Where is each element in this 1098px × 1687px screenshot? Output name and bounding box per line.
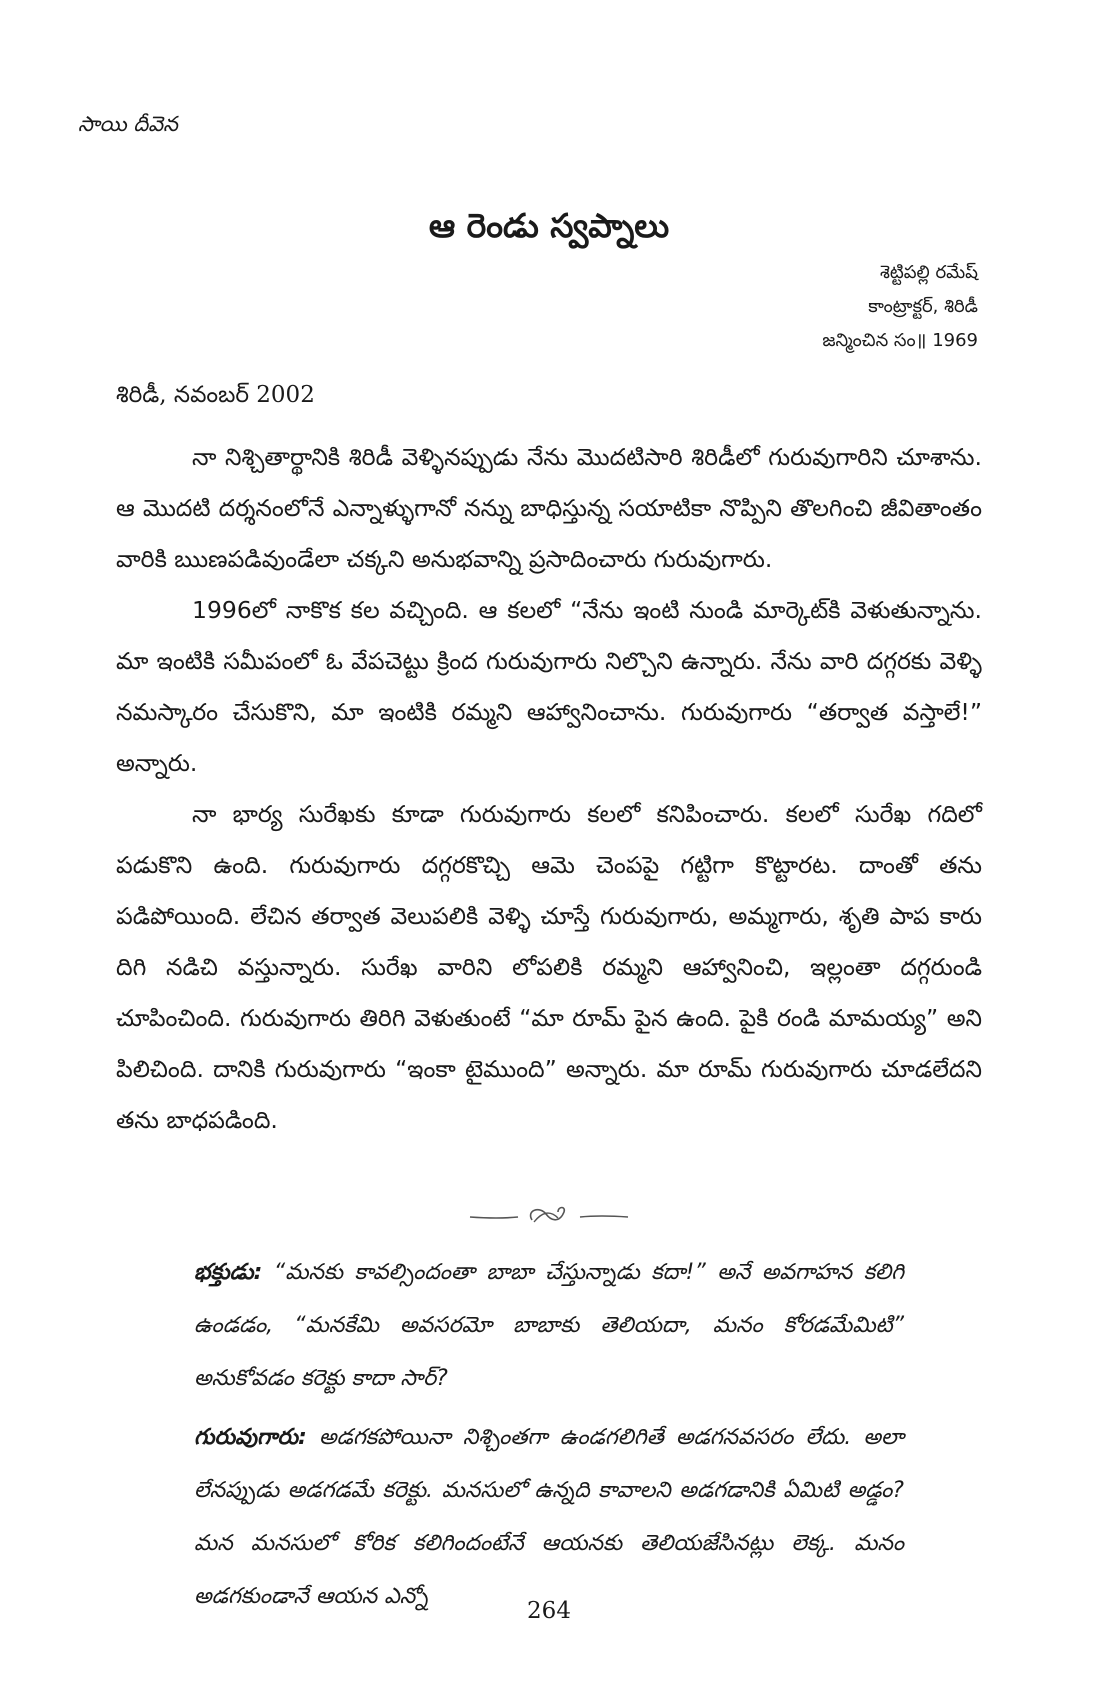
article-title: ఆ రెండు స్వప్నాలు bbox=[428, 206, 670, 245]
paragraph: 1996లో నాకొక కల వచ్చింది. ఆ కలలో “నేను ఇంటి నుండి మార్కెట్‌కి వెళుతున్నాను. మా ఇంటికి సమీపంలో ఓ వేపచెట్టు క్రింద గురువుగారు నిల్చొని ఉన్నారు. నేను వారి దగ్గరకు వెళ్ళి నమస్కారం చేసుకొని, మా ఇంటికి రమ్మని ఆహ్వానించాను. గురువుగారు “తర్వాత వస్తాలే!” అన్నారు. bbox=[116, 596, 982, 777]
ornament-divider-icon bbox=[468, 1200, 630, 1230]
page-number: 264 bbox=[527, 1598, 571, 1624]
qa-question bbox=[194, 1246, 904, 1405]
author-occupation: కాంట్రాక్టర్, శిరిడీ bbox=[868, 296, 978, 317]
paragraph: నా భార్య సురేఖకు కూడా గురువుగారు కలలో కనిపించారు. కలలో సురేఖ గదిలో పడుకొని ఉంది. గురువుగారు దగ్గరకొచ్చి ఆమె చెంపపై గట్టిగా కొట్టారట. దాంతో తను పడిపోయింది. లేచిన తర్వాత వెలుపలికి వెళ్ళి చూస్తే గురువుగారు, అమ్మగారు, శృతి పాప కారు దిగి నడిచి వస్తున్నారు. సురేఖ వారిని లోపలికి రమ్మని ఆహ్వానించి, ఇల్లంతా దగ్గరుండి చూపించింది. గురువుగారు తిరిగి వెళుతుంటే “మా రూమ్ పైన ఉంది. పైకి రండి మామయ్య” అని పిలిచింది. దానికి గురువుగారు “ఇంకా టైముంది” అన్నారు. మా రూమ్ గురువుగారు చూడలేదని తను బాధపడింది. bbox=[116, 800, 982, 1134]
qa-section bbox=[194, 1246, 904, 1629]
dateline: శిరిడీ, నవంబర్ 2002 bbox=[116, 382, 315, 408]
article-body bbox=[116, 432, 982, 1146]
qa-text: అడగకపోయినా నిశ్చింతగా ఉండగలిగితే అడగనవసరం లేదు. అలా లేనప్పుడు అడగడమే కరెక్టు. మనసులో ఉన్నది కావాలని అడగడానికి ఏమిటి అడ్డం? మన మనసులో కోరిక కలిగిందంటేనే ఆయనకు తెలియజేసినట్లు లెక్క. మనం అడగకుండానే ఆయన ఎన్నో bbox=[194, 1425, 905, 1609]
running-head: సాయి దీవెన bbox=[78, 112, 178, 136]
qa-text: “మనకు కావల్సిందంతా బాబా చేస్తున్నాడు కదా!” అనే అవగాహన కలిగి ఉండడం, “మనకేమి అవసరమో బాబాకు తెలియదా, మనం కోరడమేమిటి” అనుకోవడం కరెక్టు కాదా సార్? bbox=[194, 1260, 905, 1391]
author-name: శెట్టిపల్లి రమేష్ bbox=[879, 262, 978, 283]
qa-speaker: భక్తుడు: bbox=[194, 1260, 263, 1285]
qa-speaker: గురువుగారు: bbox=[194, 1425, 307, 1450]
paragraph: నా నిశ్చితార్థానికి శిరిడీ వెళ్ళినప్పుడు నేను మొదటిసారి శిరిడీలో గురువుగారిని చూశాను. ఆ మొదటి దర్శనంలోనే ఎన్నాళ్ళుగానో నన్ను బాధిస్తున్న సయాటికా నొప్పిని తొలగించి జీవితాంతం వారికి ఋణపడివుండేలా చక్కని అనుభవాన్ని ప్రసాదించారు గురువుగారు. bbox=[116, 443, 982, 573]
author-birth-year: జన్మించిన సం॥ 1969 bbox=[822, 330, 978, 351]
qa-answer bbox=[194, 1411, 904, 1623]
